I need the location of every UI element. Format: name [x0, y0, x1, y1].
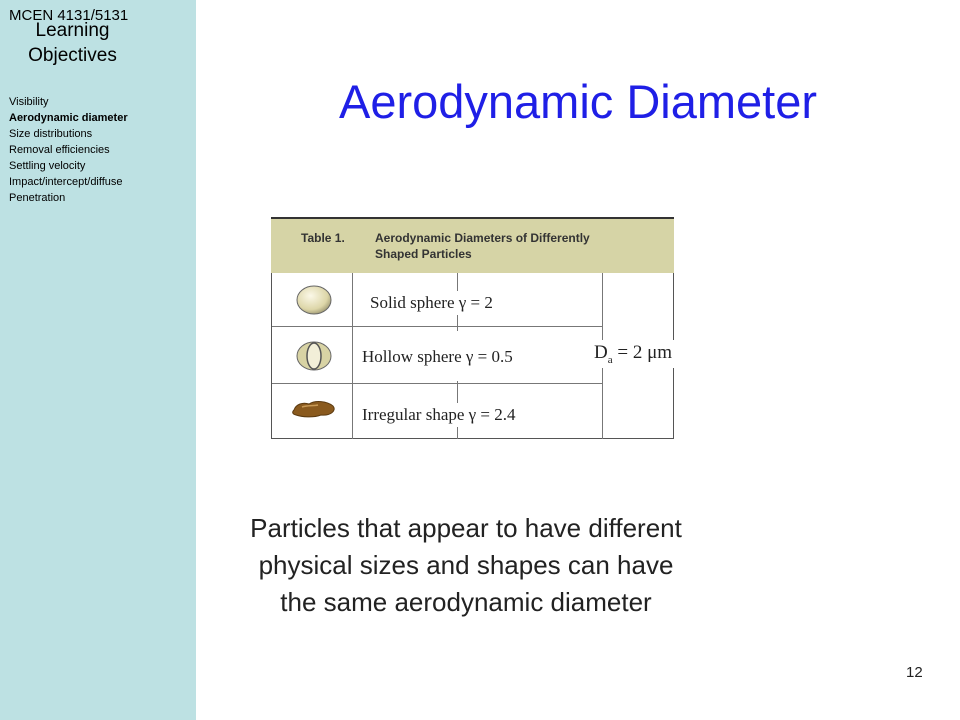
section-title [0, 18, 145, 68]
hollow-sphere-label: Hollow sphere γ = 0.5 [358, 345, 517, 369]
table-header [271, 217, 674, 273]
objective-item-visibility[interactable]: Visibility [9, 96, 49, 108]
objective-item-impact-intercept-diffuse[interactable]: Impact/intercept/diffuse [9, 176, 123, 188]
course-code: MCEN 4131/5131 [9, 7, 129, 24]
objective-item-settling-velocity[interactable]: Settling velocity [9, 160, 86, 172]
da-value: = 2 μm [612, 342, 673, 363]
section-title-line1: Learning [35, 20, 110, 41]
caption-line1: Particles that appear to have different [250, 513, 682, 543]
caption-line3: the same aerodynamic diameter [280, 587, 652, 617]
irregular-shape-label: Irregular shape γ = 2.4 [358, 403, 520, 427]
da-subscript: a [607, 353, 613, 366]
table-caption-line2: Shaped Particles [375, 247, 472, 261]
objectives-list [9, 94, 128, 206]
table-number: Table 1. [301, 231, 345, 245]
section-title-line2: Objectives [28, 45, 117, 66]
page-number: 12 [906, 664, 923, 681]
table-divider [272, 326, 603, 327]
irregular-shape-icon [290, 397, 338, 421]
sidebar [0, 0, 196, 720]
objective-item-penetration[interactable]: Penetration [9, 192, 66, 204]
da-symbol: D [594, 342, 608, 363]
solid-sphere-label: Solid sphere γ = 2 [366, 291, 497, 315]
caption-line2: physical sizes and shapes can have [258, 550, 674, 580]
slide-title: Aerodynamic Diameter [338, 75, 817, 128]
hollow-sphere-icon [294, 339, 334, 373]
solid-sphere-icon [294, 283, 334, 317]
objective-item-size-distributions[interactable]: Size distributions [9, 128, 93, 140]
table-divider [352, 273, 353, 439]
objective-item-aerodynamic-diameter[interactable]: Aerodynamic diameter [9, 112, 128, 124]
table-caption-line1: Aerodynamic Diameters of Differently [375, 231, 590, 245]
objective-item-removal-efficiencies[interactable]: Removal efficiencies [9, 144, 110, 156]
table-divider [272, 383, 603, 384]
slide-caption [176, 510, 756, 621]
aerodynamic-diameter-value [590, 340, 676, 368]
